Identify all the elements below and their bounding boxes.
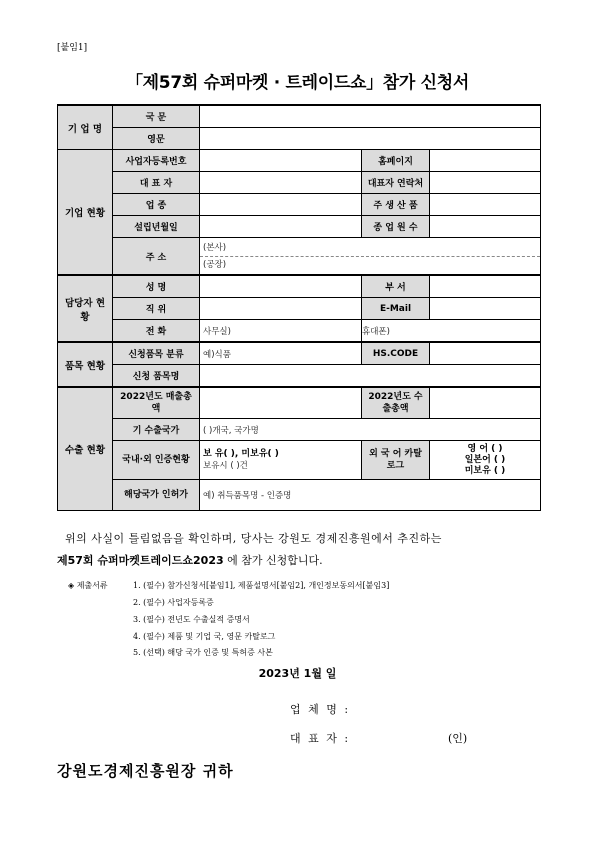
label-exports-2022: 2022년도 수출총액 <box>362 387 430 419</box>
ceo-field[interactable] <box>200 172 362 194</box>
form-title: 「제57회 슈퍼마켓 · 트레이드쇼」참가 신청서 <box>125 73 470 93</box>
employees-field[interactable] <box>430 216 541 238</box>
position-field[interactable] <box>200 298 362 320</box>
label-product-category: 신청품목 분류 <box>113 342 200 365</box>
ceo-contact-field[interactable] <box>430 172 541 194</box>
submission-item: 2. (필수) 사업자등록증 <box>133 598 214 607</box>
factory-address-line[interactable]: (공장) <box>203 259 227 270</box>
label-product-name: 신청 품목명 <box>113 365 200 388</box>
section-contact-person: 담당자 현황 <box>58 275 113 342</box>
statement-line-2 <box>57 552 540 568</box>
section-export-status: 수출 현황 <box>58 387 113 511</box>
business-type-field[interactable] <box>200 194 362 216</box>
seal-mark: (인) <box>448 732 468 745</box>
label-sales-2022: 2022년도 매출총액 <box>113 387 200 419</box>
exported-countries-field[interactable]: ( )개국, 국가명 <box>200 419 541 441</box>
label-email: E-Mail <box>362 298 430 320</box>
label-korean-name: 국 문 <box>113 105 200 128</box>
cert-status-line[interactable]: 보 유( ), 미보유( ) <box>203 449 279 459</box>
label-position: 직 위 <box>113 298 200 320</box>
product-name-field[interactable] <box>200 365 541 388</box>
hs-code-field[interactable] <box>430 342 541 365</box>
recipient: 강원도경제진흥원장 귀하 <box>57 762 234 780</box>
submission-heading: ◈ 제출서류 <box>68 581 108 590</box>
label-certification: 국내·외 인증현황 <box>113 441 200 480</box>
country-license-field[interactable]: 예) 취득품목명 - 인증명 <box>200 480 541 511</box>
mobile-phone-field[interactable]: 휴대폰) <box>362 320 541 343</box>
cert-count-line[interactable]: 보유시 ( )건 <box>203 461 248 471</box>
person-name-field[interactable] <box>200 275 362 298</box>
hq-address-line[interactable]: (본사) <box>200 240 540 257</box>
office-phone-field[interactable]: 사무실) <box>200 320 362 343</box>
product-category-field[interactable]: 예)식품 <box>200 342 362 365</box>
label-established: 설립년월일 <box>113 216 200 238</box>
department-field[interactable] <box>430 275 541 298</box>
label-department: 부 서 <box>362 275 430 298</box>
main-products-field[interactable] <box>430 194 541 216</box>
application-form-table <box>57 104 541 511</box>
label-ceo-contact: 대표자 연락처 <box>362 172 430 194</box>
section-company-status: 기업 현황 <box>58 150 113 276</box>
catalog-language-field[interactable] <box>430 441 541 480</box>
submission-item: 4. (필수) 제품 및 기업 국, 영문 카탈로그 <box>133 632 276 641</box>
label-english-name: 영문 <box>113 128 200 150</box>
label-country-license: 해당국가 인허가 <box>113 480 200 511</box>
label-phone: 전 화 <box>113 320 200 343</box>
korean-name-field[interactable] <box>200 105 541 128</box>
attachment-label: [붙임1] <box>57 43 88 53</box>
label-homepage: 홈페이지 <box>362 150 430 172</box>
statement-text: 위의 사실이 틀림없음을 확인하며, 당사는 강원도 경제진흥원에서 추진하는 <box>65 532 442 545</box>
certification-field[interactable] <box>200 441 362 480</box>
label-exported-countries: 기 수출국가 <box>113 419 200 441</box>
lang-english-option[interactable]: 영 어 ( ) <box>467 443 503 454</box>
section-product-status: 품목 현황 <box>58 342 113 387</box>
label-ceo: 대 표 자 <box>113 172 200 194</box>
reg-no-field[interactable] <box>200 150 362 172</box>
section-company-name: 기 업 명 <box>58 105 113 150</box>
statement-suffix: 에 참가 신청합니다. <box>223 554 323 567</box>
exports-2022-field[interactable] <box>430 387 541 419</box>
email-field[interactable] <box>430 298 541 320</box>
english-name-field[interactable] <box>200 128 541 150</box>
homepage-field[interactable] <box>430 150 541 172</box>
label-business-type: 업 종 <box>113 194 200 216</box>
lang-none-option[interactable]: 미보유 ( ) <box>464 465 506 476</box>
established-field[interactable] <box>200 216 362 238</box>
submission-item: 3. (필수) 전년도 수출실적 증명서 <box>133 615 250 624</box>
sales-2022-field[interactable] <box>200 387 362 419</box>
event-name: 제57회 슈퍼마켓트레이드쇼2023 <box>57 554 224 567</box>
submission-item: 5. (선택) 해당 국가 인증 및 특허증 사본 <box>133 648 273 657</box>
submission-item: 1. (필수) 참가신청서[붙임1], 제품설명서[붙임2], 개인정보동의서[붙임3] <box>133 581 390 590</box>
lang-japanese-option[interactable]: 일본어 ( ) <box>464 454 506 465</box>
label-reg-no: 사업자등록번호 <box>113 150 200 172</box>
label-main-products: 주 생 산 품 <box>362 194 430 216</box>
company-signature-label: 업 체 명 : <box>290 703 351 716</box>
representative-signature-label: 대 표 자 : <box>290 732 351 745</box>
application-date[interactable]: 2023년 1월 일 <box>258 667 337 680</box>
label-hs-code: HS.CODE <box>362 342 430 365</box>
label-address: 주 소 <box>113 238 200 276</box>
statement-line-1 <box>57 530 540 546</box>
label-foreign-catalog: 외 국 어 카탈로그 <box>362 441 430 480</box>
label-employees: 종 업 원 수 <box>362 216 430 238</box>
label-person-name: 성 명 <box>113 275 200 298</box>
address-field[interactable] <box>200 238 541 276</box>
